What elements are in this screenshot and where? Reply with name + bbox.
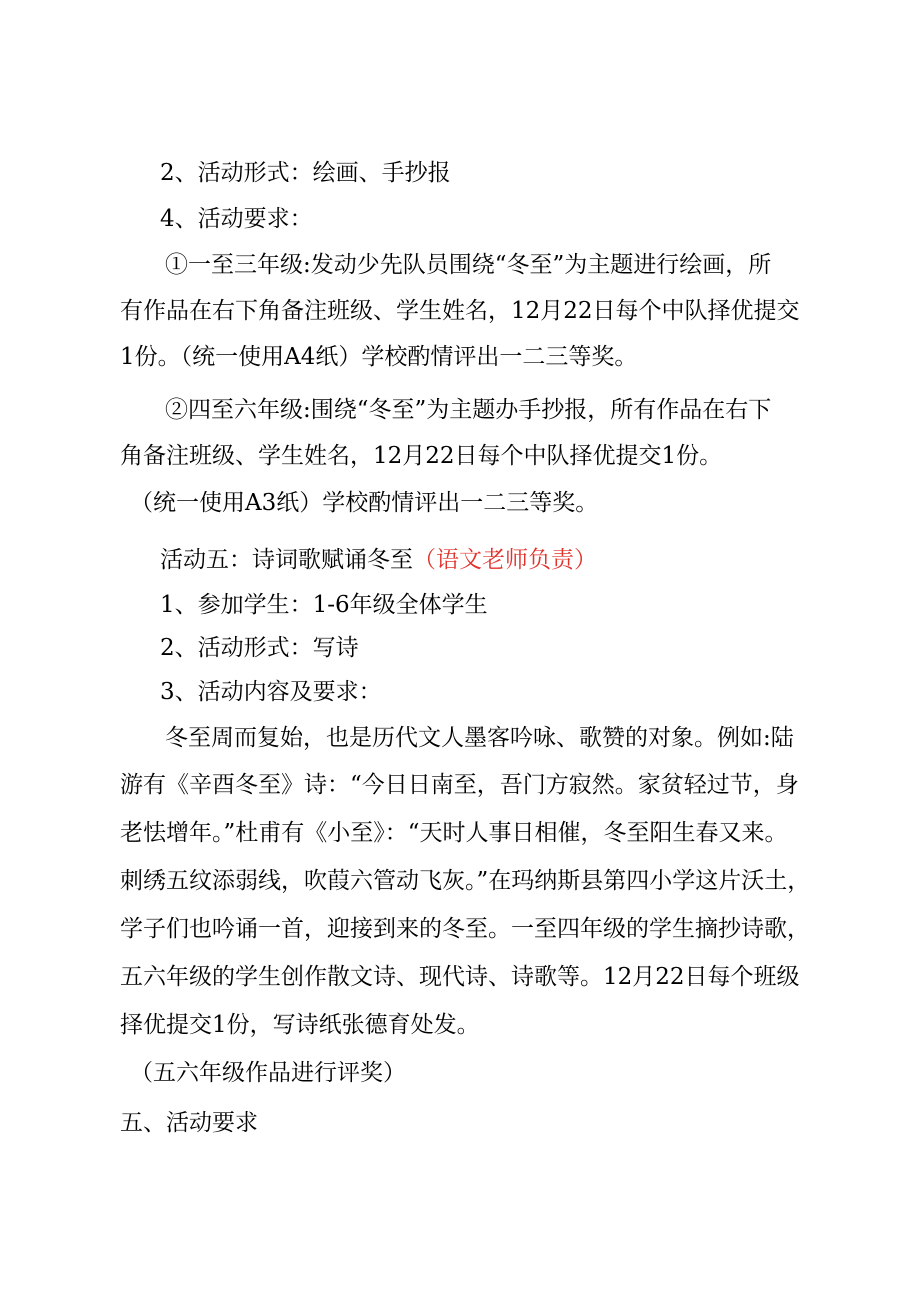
requirement-2-line-1: ②四至六年级:围绕“冬至”为主题办手抄报，所有作品在右下 — [165, 397, 772, 423]
award-note: （五六年级作品进行评奖） — [130, 1060, 406, 1086]
requirement-2-line-2: 角备注班级、学生姓名，12月22日每个中队择优提交1份。 — [120, 443, 723, 469]
activity-5-responsible-note: （语文老师负责） — [413, 547, 597, 573]
participants-line: 1、参加学生：1-6年级全体学生 — [160, 592, 488, 618]
form-line-2: 2、活动形式：写诗 — [160, 635, 359, 661]
section-five-heading: 五、活动要求 — [120, 1110, 258, 1136]
requirement-1-line-1: ①一至三年级:发动少先队员围绕“冬至”为主题进行绘画，所 — [165, 252, 772, 278]
requirements-heading: 4、活动要求： — [160, 206, 313, 232]
activity-5-heading — [160, 545, 597, 575]
requirement-2-line-3: （统一使用A3纸）学校酌情评出一二三等奖。 — [130, 490, 599, 516]
content-paragraph-line-7: 择优提交1份，写诗纸张德育处发。 — [120, 1012, 480, 1038]
content-paragraph-line-4: 刺绣五纹添弱线，吹葭六管动飞灰。”在玛纳斯县第四小学这片沃土， — [120, 868, 811, 894]
content-paragraph-line-6: 五六年级的学生创作散文诗、现代诗、诗歌等。12月22日每个班级 — [120, 964, 800, 990]
activity-5-title: 活动五：诗词歌赋诵冬至 — [160, 547, 413, 573]
form-line: 2、活动形式：绘画、手抄报 — [160, 160, 451, 186]
content-paragraph-line-1: 冬至周而复始，也是历代文人墨客吟咏、歌赞的对象。例如:陆 — [165, 725, 794, 751]
content-paragraph-line-5: 学子们也吟诵一首，迎接到来的冬至。一至四年级的学生摘抄诗歌， — [120, 916, 810, 942]
requirement-1-line-2: 有作品在右下角备注班级、学生姓名，12月22日每个中队择优提交 — [120, 298, 800, 324]
requirement-1-line-3: 1份。（统一使用A4纸）学校酌情评出一二三等奖。 — [120, 344, 638, 370]
content-paragraph-line-2: 游有《辛酉冬至》诗：“今日日南至，吾门方寂然。家贫轻过节，身 — [120, 772, 799, 798]
content-paragraph-line-3: 老怯增年。”杜甫有《小至》：“天时人事日相催，冬至阳生春又来。 — [120, 820, 788, 846]
content-heading: 3、活动内容及要求： — [160, 679, 382, 705]
